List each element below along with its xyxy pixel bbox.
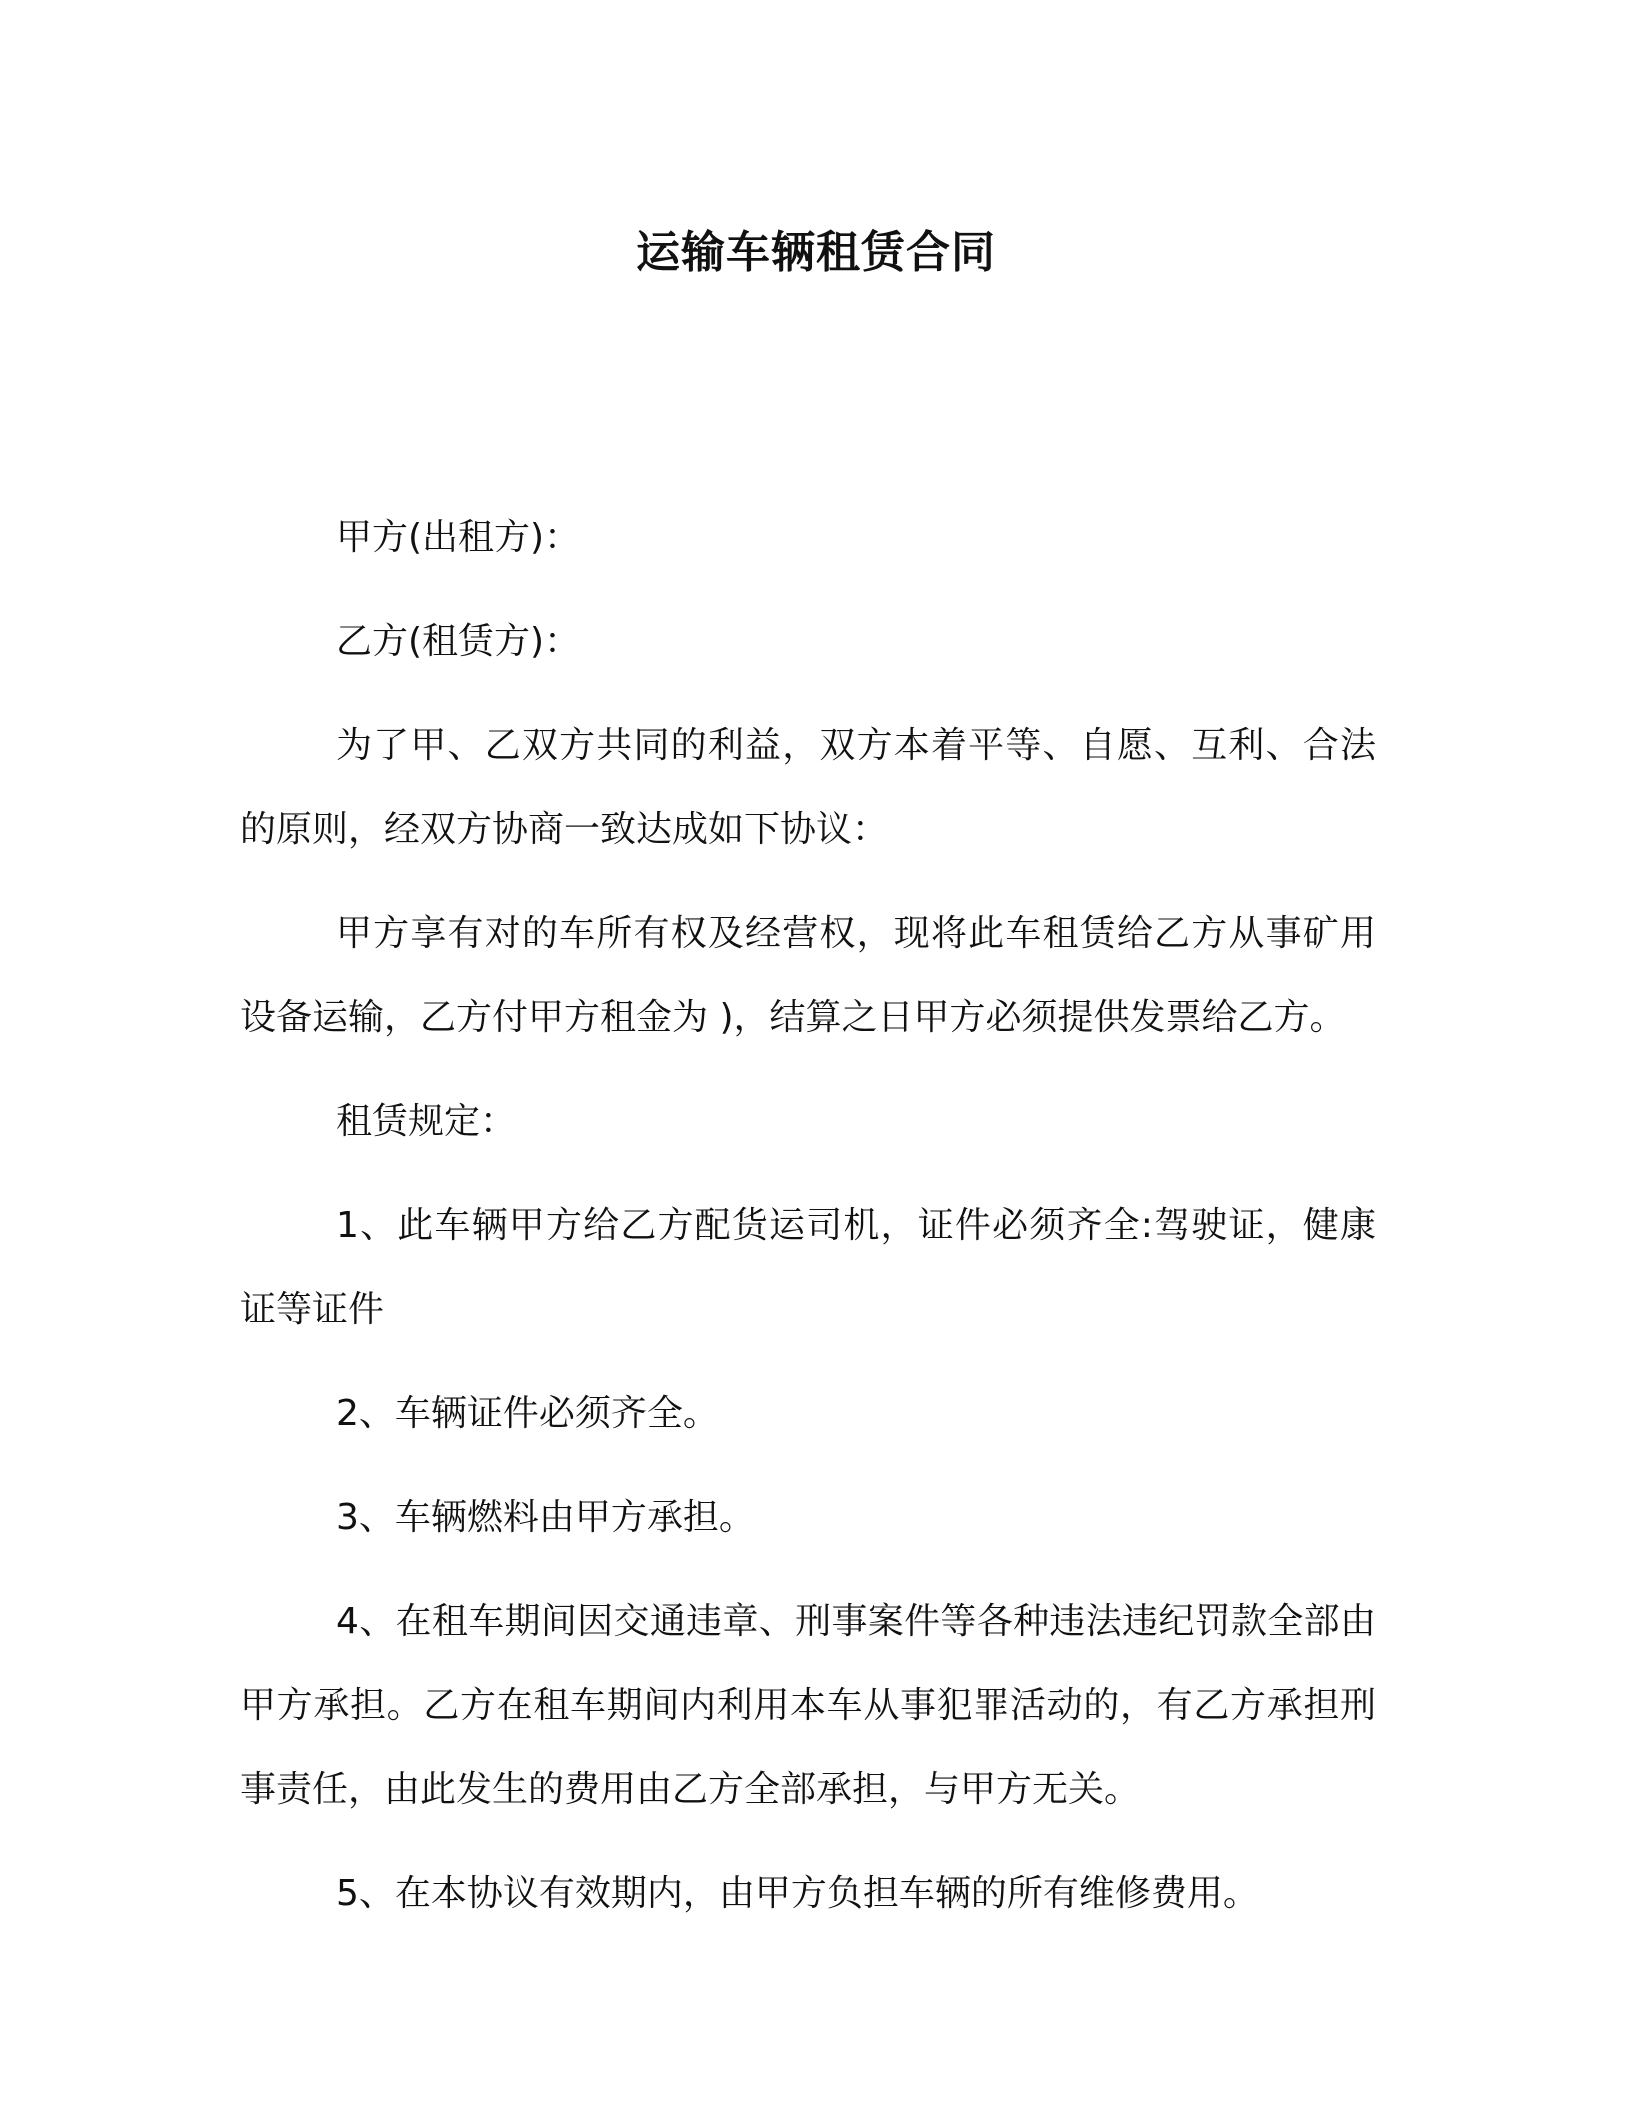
rule-item-3: 3、车辆燃料由甲方承担。 — [336, 1497, 755, 1538]
rule-item-4: 4、在租车期间因交通违章、刑事案件等各种违法违纪罚款全部由甲方承担。乙方在租车期间内利用本车从事犯罪活动的，有乙方承担刑事责任，由此发生的费用由乙方全部承担，与甲方无关。 — [240, 1601, 1376, 1810]
document-title: 运输车辆租赁合同 — [636, 227, 996, 278]
rule-item-2: 2、车辆证件必须齐全。 — [336, 1393, 719, 1434]
lease-terms-paragraph: 甲方享有对的车所有权及经营权，现将此车租赁给乙方从事矿用设备运输，乙方付甲方租金为 )，结算之日甲方必须提供发票给乙方。 — [240, 913, 1376, 1038]
party-a-line: 甲方(出租方)： — [336, 517, 581, 558]
rules-heading: 租赁规定： — [336, 1101, 517, 1142]
document-body — [240, 496, 1376, 1956]
preamble-paragraph: 为了甲、乙双方共同的利益，双方本着平等、自愿、互利、合法的原则，经双方协商一致达成如下协议： — [240, 725, 1376, 850]
rule-item-5: 5、在本协议有效期内，由甲方负担车辆的所有维修费用。 — [336, 1873, 1259, 1914]
rule-item-1: 1、此车辆甲方给乙方配货运司机，证件必须齐全:驾驶证，健康证等证件 — [240, 1205, 1376, 1330]
party-b-line: 乙方(租赁方)： — [336, 621, 581, 662]
